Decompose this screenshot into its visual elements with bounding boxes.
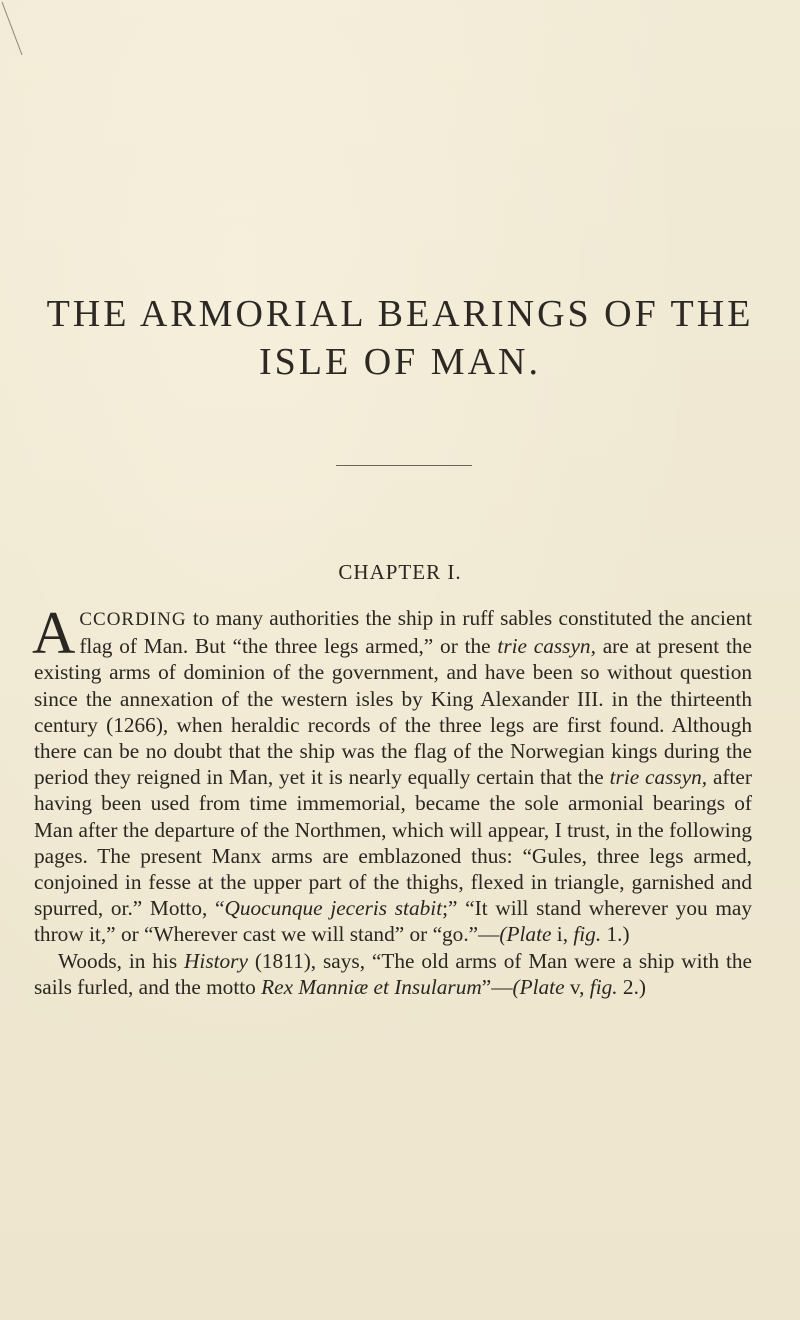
title-line-2: ISLE OF MAN. xyxy=(259,341,541,383)
p1-text-2: are at present the existing arms of dominion of the government, and have been so without question since the annexation of the western isles by King Alexander III. in the thirteenth century (1266), when heraldic records of the three legs are first found. Although there can be no doubt that the ship was the flag of the Norwegian kings during the period they reigned in Man, yet it is nearly equally certain that the xyxy=(34,634,752,790)
p2-text-3: ”— xyxy=(481,974,513,999)
p1-italic-plate: (Plate xyxy=(499,922,552,947)
p1-text-6: 1.) xyxy=(601,922,630,947)
body-text xyxy=(32,600,752,1000)
title-divider xyxy=(336,465,472,466)
title-line-1: THE ARMORIAL BEARINGS OF THE xyxy=(46,293,754,335)
paragraph-2 xyxy=(34,948,752,1000)
opening-word: CCORDING xyxy=(79,609,187,630)
page-corner-pencil-mark xyxy=(0,0,30,60)
chapter-heading: CHAPTER I. xyxy=(338,560,462,584)
p1-text-1: to many authorities the ship in ruff sables constituted the ancient flag of Man. But “the three legs armed,” or the xyxy=(79,606,752,659)
paragraph-1 xyxy=(32,600,752,948)
p2-text-1: Woods, in his xyxy=(58,948,185,973)
title-block xyxy=(0,290,800,386)
p1-italic-motto: Quocunque jeceris stabit xyxy=(224,896,443,921)
p1-text-5: i, xyxy=(551,922,574,947)
p1-text-3: after having been used from time immemorial, became the sole armonial bearings of Man after the departure of the Northmen, which will appear, I trust, in the following pages. The present Manx arms are emblazoned thus: “Gules, three legs armed, conjoined in fesse at the upper part of the thighs, flexed in triangle, garnished and spurred, or.” Motto, “ xyxy=(34,765,752,921)
p2-italic-history: History xyxy=(184,948,248,973)
p2-italic-fig: fig. xyxy=(589,974,618,999)
p1-italic-2: trie cassyn, xyxy=(609,765,708,790)
p2-text-4: v, xyxy=(564,974,590,999)
drop-cap: A xyxy=(32,600,76,666)
p2-italic-plate: (Plate xyxy=(512,974,565,999)
p1-italic-fig: fig. xyxy=(573,922,602,947)
p1-italic-1: trie cassyn, xyxy=(497,634,596,659)
p1-text-4: ;” “It will stand wherever you may throw it,” or “Wherever cast we will stand” or “go.”— xyxy=(34,896,752,947)
p2-text-5: 2.) xyxy=(617,974,646,999)
p2-text-2: (1811), says, “The old arms of Man were a ship with the sails furled, and the motto xyxy=(34,948,752,999)
p2-italic-motto: Rex Manniæ et Insularum xyxy=(261,974,482,999)
